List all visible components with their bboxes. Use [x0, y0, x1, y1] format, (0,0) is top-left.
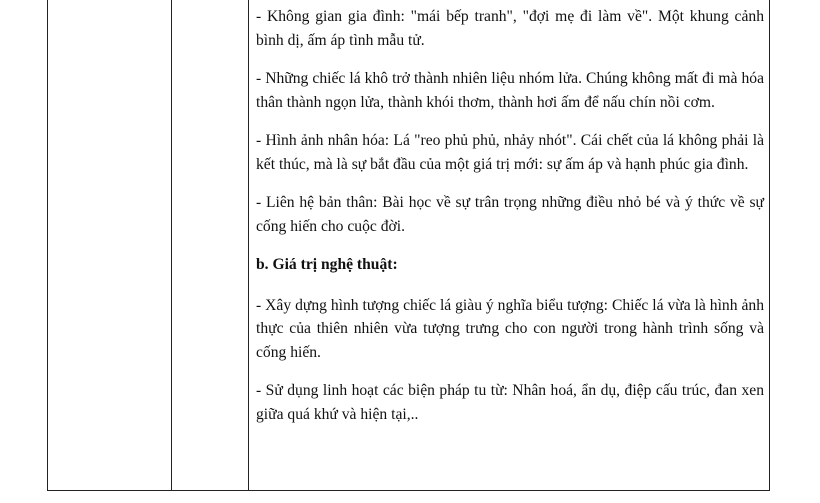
table-column-divider-2: [248, 0, 249, 491]
section-heading-artistic-value: b. Giá trị nghệ thuật:: [256, 256, 398, 273]
table-border-left: [47, 0, 48, 491]
table-border-right: [769, 0, 770, 491]
paragraph-leaf-symbol: - Xây dựng hình tượng chiếc lá giàu ý nghĩa biểu tượng: Chiếc lá vừa là hình ảnh thực của thiên nhiên vừa tượng trưng cho con người trong hành trình sống và cống hiến.: [256, 296, 764, 361]
table-border-bottom: [47, 490, 770, 491]
table-cell-content: [256, 5, 764, 441]
paragraph-rhetorical-devices: - Sử dụng linh hoạt các biện pháp tu từ: Nhân hoá, ẩn dụ, điệp cấu trúc, đan xen giữa quá khứ và hiện tại,..: [256, 382, 764, 423]
table-column-divider-1: [171, 0, 172, 491]
paragraph-dry-leaves: - Những chiếc lá khô trở thành nhiên liệu nhóm lửa. Chúng không mất đi mà hóa thân thành ngọn lửa, thành khói thơm, thành hơi ấm để nấu chín nồi cơm.: [256, 70, 764, 111]
paragraph-personification: - Hình ảnh nhân hóa: Lá "reo phủ phủ, nhảy nhót". Cái chết của lá không phải là kết thúc, mà là sự bắt đầu của một giá trị mới: sự ấm áp và hạnh phúc gia đình.: [256, 132, 764, 173]
paragraph-self-reflection: - Liên hệ bản thân: Bài học về sự trân trọng những điều nhỏ bé và ý thức về sự cống hiến cho cuộc đời.: [256, 194, 764, 235]
paragraph-family-space: - Không gian gia đình: "mái bếp tranh", "đợi mẹ đi làm về". Một khung cảnh bình dị, ấm áp tình mẫu tử.: [256, 8, 764, 49]
